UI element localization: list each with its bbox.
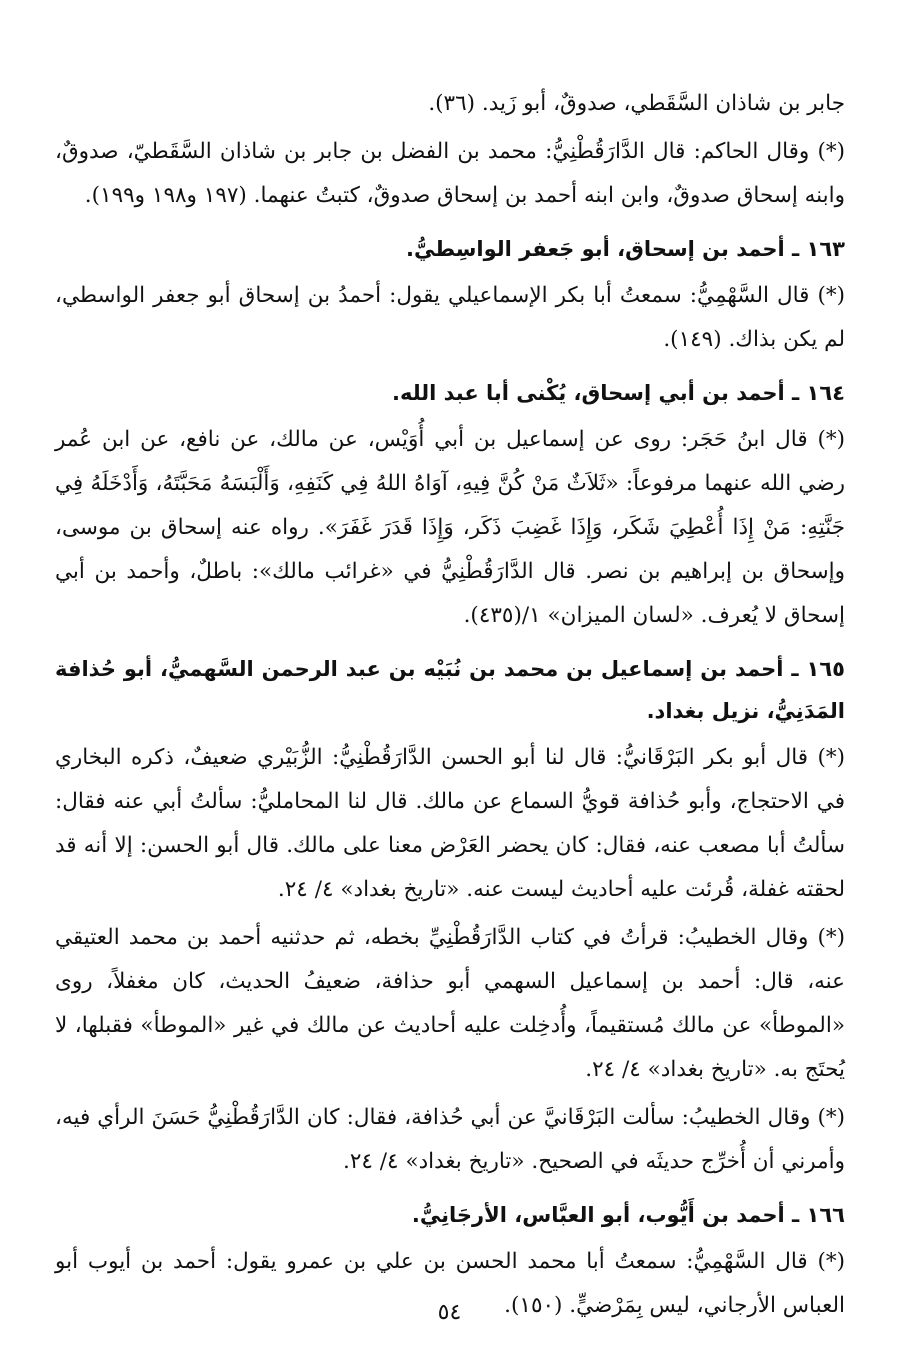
paragraph: (*) وقال الحاكم: قال الدَّارَقُطْنِيُّ: محمد بن الفضل بن جابر بن شاذان السَّقَطيّ، صدوقٌ، وابنه إسحاق صدوقٌ، وابن ابنه أحمد بن إسحاق صدوقٌ، كتبتُ عنهما. (١٩٧ و١٩٨ و١٩٩).: [55, 139, 845, 208]
entry-heading-166: ١٦٦ ـ أحمد بن أَيُّوب، أبو العبَّاس، الأرجَانِيُّ.: [411, 1203, 845, 1227]
paragraph: (*) وقال الخطيبُ: سألت البَرْقَانيَّ عن أبي حُذافة، فقال: كان الدَّارَقُطْنِيُّ حَسَنَ الرأي فيه، وأمرني أن أُخرِّج حديثَه في الصحيح. «تاريخ بغداد» ٤/ ٢٤.: [55, 1105, 845, 1174]
page-number: ٥٤: [437, 1300, 462, 1325]
entry-heading-164: ١٦٤ ـ أحمد بن أبي إسحاق، يُكْنى أبا عبد الله.: [391, 381, 845, 405]
entry-heading-163: ١٦٣ ـ أحمد بن إسحاق، أبو جَعفر الواسِطيُّ.: [406, 237, 845, 261]
entry-heading-165: ١٦٥ ـ أحمد بن إسماعيل بن محمد بن نُبَيْه بن عبد الرحمن السَّهميُّ، أبو حُذافة المَدَنِيُّ، نزيل بغداد.: [55, 657, 845, 723]
paragraph: (*) قال ابنُ حَجَر: روى عن إسماعيل بن أبي أُوَيْس، عن مالك، عن نافع، عن ابن عُمر رضي الله عنهما مرفوعاً: «ثَلاَثٌ مَنْ كُنَّ فِيهِ، آوَاهُ اللهُ فِي كَنَفِهِ، وَأَلْبَسَهُ مَحَبَّتَهُ، وَأَدْخَلَهُ فِي جَنَّتِهِ: مَنْ إِذَا أُعْطِيَ شَكَر، وَإِذَا غَضِبَ ذَكَر، وَإِذَا قَدَرَ غَفَرَ». رواه عنه إسحاق بن موسى، وإسحاق بن إبراهيم بن نصر. قال الدَّارَقُطْنِيُّ في «غرائب مالك»: باطلٌ، وأحمد بن أبي إسحاق لا يُعرف. «لسان الميزان» ١/(٤٣٥).: [55, 427, 845, 628]
paragraph: (*) قال السَّهْمِيُّ: سمعتُ أبا بكر الإسماعيلي يقول: أحمدُ بن إسحاق أبو جعفر الواسطي، لم يكن بذاك. (١٤٩).: [55, 283, 845, 352]
page-body: [55, 82, 845, 1332]
paragraph: (*) قال السَّهْمِيُّ: سمعتُ أبا محمد الحسن بن علي بن عمرو يقول: أحمد بن أيوب أبو العباس الأرجاني، ليس بِمَرْضيٍّ. (١٥٠).: [55, 1249, 845, 1318]
paragraph: (*) قال أبو بكر البَرْقَانيُّ: قال لنا أبو الحسن الدَّارَقُطْنِيُّ: الزُّبَيْري ضعيفٌ، ذكره البخاري في الاحتجاج، وأبو حُذافة قويُّ السماع عن مالك. قال لنا المحامليُّ: سألتُ أبي عنه فقال: سألتُ أبا مصعب عنه، فقال: كان يحضر العَرْض معنا على مالك. قال أبو الحسن: إلا أنه قد لحقته غفلة، قُرئت عليه أحاديث ليست عنه. «تاريخ بغداد» ٤/ ٢٤.: [55, 745, 845, 902]
paragraph: (*) وقال الخطيبُ: قرأتُ في كتاب الدَّارَقُطْنِيِّ بخطه، ثم حدثنيه أحمد بن محمد العتيقي عنه، قال: أحمد بن إسماعيل السهمي أبو حذافة، ضعيفُ الحديث، كان مغفلاً، روى «الموطأ» عن مالك مُستقيماً، وأُدخِلت عليه أحاديث عن مالك في غير «الموطأ» فقبلها، لا يُحتَج به. «تاريخ بغداد» ٤/ ٢٤.: [55, 925, 845, 1082]
paragraph: جابر بن شاذان السَّقَطي، صدوقٌ، أبو زَيد. (٣٦).: [428, 91, 845, 116]
